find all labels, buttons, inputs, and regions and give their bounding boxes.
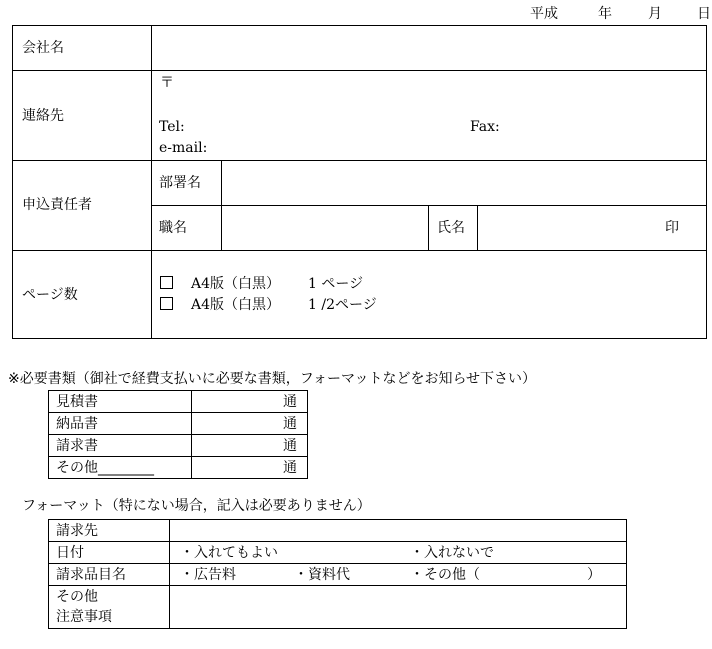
format-billing-label: 請求先 [56,523,98,539]
format-date-option-exclude[interactable]: ・入れないで [410,545,494,561]
format-item-option-ad[interactable]: ・広告料 [180,567,236,583]
page-option-2-value: 1 /2ページ [308,297,377,313]
department-label: 部署名 [159,175,201,191]
checkbox-icon[interactable] [160,276,173,289]
name-label: 氏名 [437,220,465,236]
postal-mark: 〒 [160,75,174,91]
page-count-label: ページ数 [22,287,78,303]
document-row-estimate-unit: 通 [283,394,297,410]
document-count-invoice-field[interactable] [193,436,281,456]
email-label: e-mail: [159,140,208,156]
date-era: 平成 [530,6,558,22]
format-notes-field[interactable] [171,587,625,627]
document-row-other-unit: 通 [283,460,297,476]
format-item-option-other[interactable]: ・その他（ [410,567,480,583]
page-option-2[interactable] [160,296,377,314]
document-count-other-field[interactable] [193,458,281,478]
format-notes-label-line2: 注意事項 [56,609,112,625]
format-item-option-close: ） [587,567,601,583]
document-row-invoice: 請求書 [56,438,98,454]
page-option-1-label: A4版（白黒） [191,276,281,292]
position-field[interactable] [222,206,428,250]
document-count-estimate-field[interactable] [193,392,281,412]
document-row-estimate: 見積書 [56,394,98,410]
company-name-field[interactable] [152,26,706,70]
document-row-other: その他________ [56,460,154,476]
page-option-1-value: 1 ページ [308,276,364,292]
format-date-label: 日付 [56,545,84,561]
date-month: 月 [648,6,662,22]
tel-field[interactable] [200,118,460,136]
document-row-invoice-unit: 通 [283,438,297,454]
format-notes-label-line1: その他 [56,589,98,605]
applicant-label: 申込責任者 [22,197,92,213]
format-date-option-include[interactable]: ・入れてもよい [180,545,278,561]
position-label: 職名 [159,220,187,236]
seal-label: 印 [665,220,679,236]
department-field[interactable] [222,161,706,205]
document-count-delivery-field[interactable] [193,414,281,434]
tel-label: Tel: [159,119,185,135]
contact-label: 連絡先 [22,108,64,124]
format-item-label: 請求品目名 [56,567,126,583]
document-row-delivery: 納品書 [56,416,98,432]
documents-heading: ※必要書類（御社で経費支払いに必要な書類，フォーマットなどをお知らせ下さい） [8,371,537,387]
page-option-2-label: A4版（白黒） [191,297,281,313]
fax-field[interactable] [510,118,700,136]
applicant-name-field[interactable] [478,206,658,250]
format-item-option-materials[interactable]: ・資料代 [294,567,350,583]
company-name-label: 会社名 [22,40,64,56]
email-field[interactable] [220,139,700,157]
document-row-delivery-unit: 通 [283,416,297,432]
format-billing-field[interactable] [171,521,625,541]
page-option-1[interactable] [160,275,363,293]
fax-label: Fax: [470,119,500,135]
date-day: 日 [697,6,711,22]
checkbox-icon[interactable] [160,297,173,310]
date-year: 年 [598,6,612,22]
format-heading: フォーマット（特にない場合，記入は必要ありません） [22,498,371,514]
